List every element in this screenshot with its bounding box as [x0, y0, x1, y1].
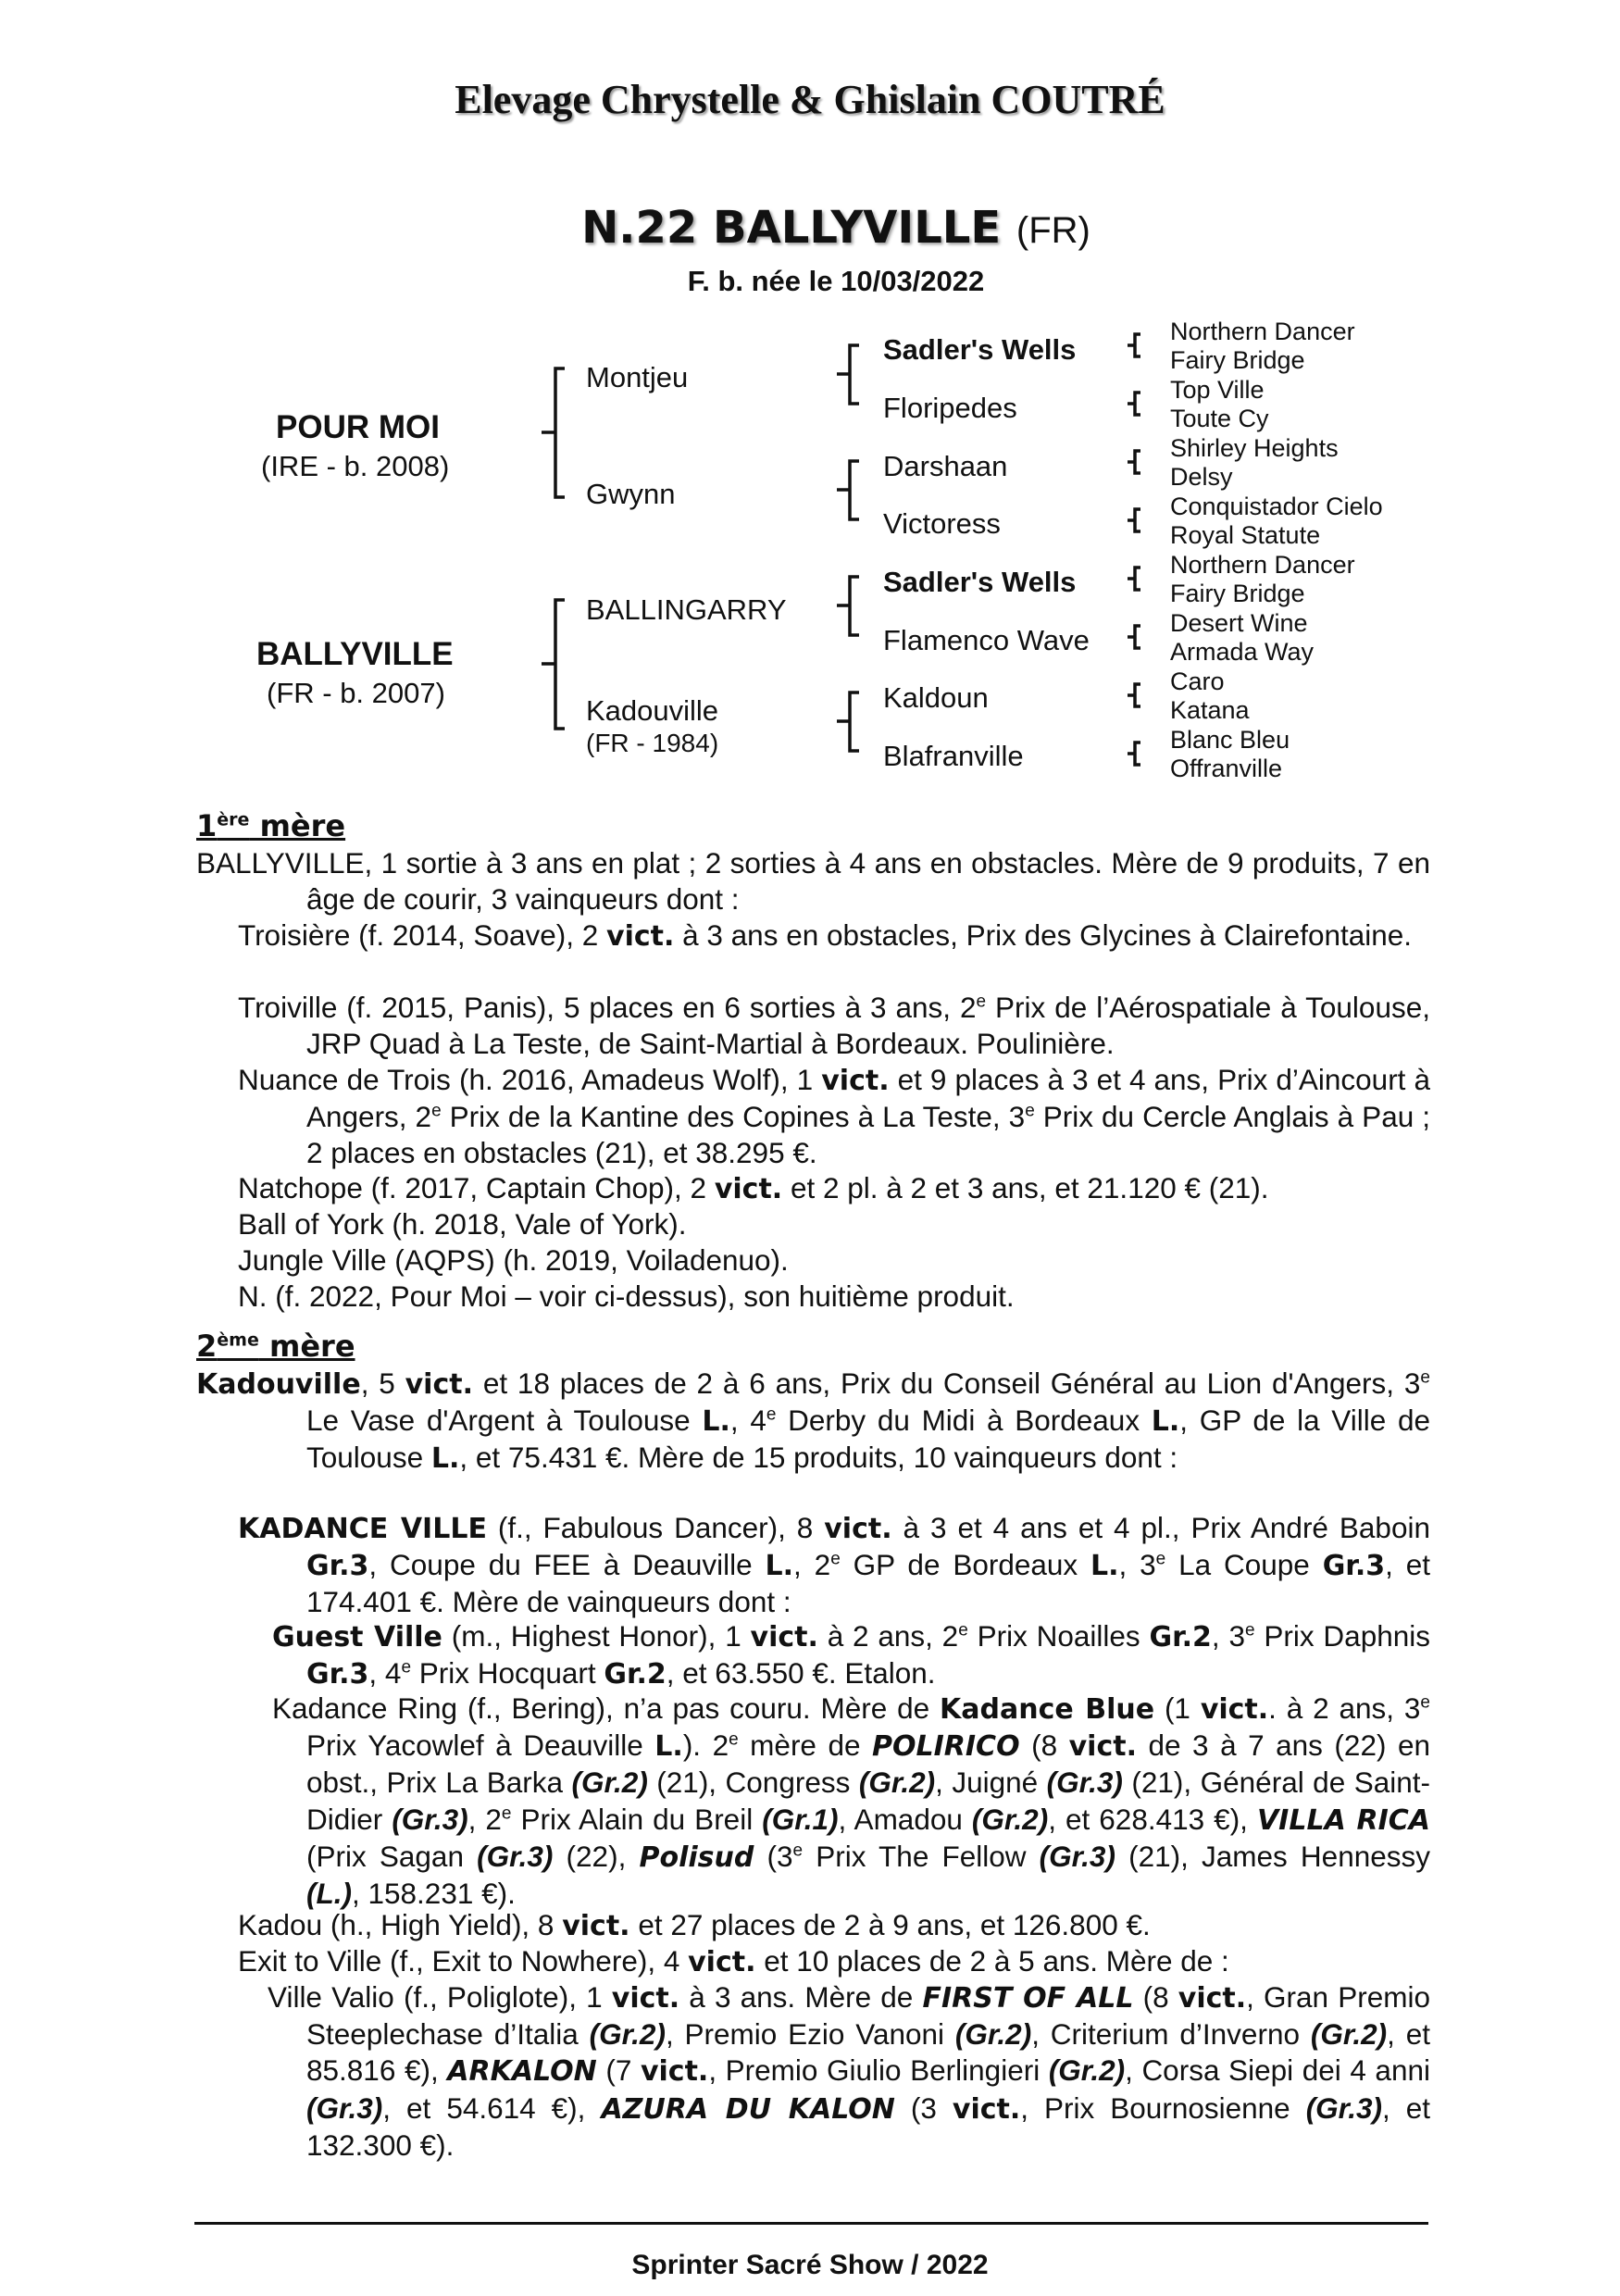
entry-text: (3 [894, 2090, 953, 2125]
entry-text: Ball of York (h. 2018, Vale of York). [238, 1207, 687, 1241]
pedigree-bracket [1122, 623, 1150, 655]
entry-produce [238, 1510, 1430, 1621]
emphasis-text: vict. [952, 2092, 1021, 2126]
entry-text: Kadance Ring (f., Bering), n’a pas couru. Mère de [272, 1691, 940, 1725]
emphasis-text: L. [430, 1442, 460, 1476]
entry-produce [238, 1907, 1430, 1944]
entry-text: (m., Highest Honor), 1 [442, 1619, 751, 1653]
entry-text: Troisière (f. 2014, Soave), 2 [238, 918, 607, 952]
emphasis-text: L. [1151, 1405, 1180, 1439]
pedigree-bracket [537, 597, 574, 736]
pedigree-gen2-4-info: (FR - 1984) [586, 729, 719, 757]
ordinal-suffix: e [401, 1657, 412, 1678]
entry-text: (1 [1154, 1691, 1201, 1725]
emphasis-text: KADANCE VILLE [238, 1513, 487, 1545]
entry-text: Prix de l’Aérospatiale à Toulouse, JRP Quad à La Teste, de Saint-Martial à Bordeaux. Poulinière. [306, 991, 1430, 1061]
pedigree-gen4-7: Conquistador Cielo [1170, 493, 1383, 520]
pedigree-bracket [1122, 740, 1150, 771]
emphasis-text: Gr.2 [604, 1658, 667, 1691]
emphasis-text: vict. [1068, 1730, 1137, 1764]
race-grade: (Gr.3) [1305, 2090, 1382, 2125]
entry-dam-2 [196, 1366, 1430, 1478]
entry-text: , Premio Giulio Berlingieri [708, 2053, 1049, 2088]
entry-text: (21), Congress [647, 1766, 859, 1800]
pedigree-gen2-2: Gwynn [586, 478, 676, 510]
entry-grandproduce [272, 1618, 1430, 1692]
entry-text: (21), Général de Saint-Didier [306, 1766, 1430, 1836]
pedigree-gen3-2: Floripedes [883, 392, 1017, 424]
entry-text: Prix du Cercle Anglais à Pau ; 2 places en obstacles (21), et 38.295 €. [306, 1100, 1430, 1170]
pedigree-bracket [1122, 448, 1150, 480]
pedigree-bracket [831, 458, 868, 525]
entry-text: , GP de la Ville de Toulouse [306, 1404, 1430, 1475]
entry-text: à 3 et 4 ans et 4 pl., Prix André Baboin [891, 1511, 1430, 1544]
pedigree-gen4-8: Royal Statute [1170, 521, 1321, 549]
entry-text: (8 [1133, 1980, 1178, 2014]
entry-produce [238, 990, 1430, 1062]
race-grade: (Gr.2) [858, 1766, 936, 1800]
ordinal-suffix: e [1420, 1692, 1430, 1713]
entry-produce [238, 1279, 1430, 1315]
entry-text: BALLYVILLE, 1 sortie à 3 ans en plat ; 2 sorties à 4 ans en obstacles. Mère de 9 produits, 7 en âge de courir, 3 vainqueurs dont : [196, 846, 1430, 917]
ordinal-suffix: e [830, 1549, 841, 1569]
pedigree-bracket [1122, 331, 1150, 363]
emphasis-text: Kadance Blue [940, 1693, 1155, 1726]
entry-text: Prix Yacowlef à Deauville [306, 1728, 655, 1763]
ordinal-suffix: e [1420, 1367, 1430, 1388]
emphasis-text: vict. [405, 1368, 473, 1401]
race-grade: (Gr.2) [954, 2017, 1032, 2052]
entry-produce [238, 1170, 1430, 1207]
emphasis-text: L. [765, 1550, 794, 1583]
entry-text: Le Vase d'Argent à Toulouse [306, 1404, 703, 1438]
ordinal-suffix: e [729, 1729, 739, 1750]
race-grade: (Gr.2) [571, 1766, 648, 1800]
entry-text: Jungle Ville (AQPS) (h. 2019, Voiladenuo). [238, 1243, 789, 1277]
entry-text: , et 63.550 €. Etalon. [666, 1656, 936, 1691]
entry-text: (8 [1019, 1728, 1069, 1763]
entry-produce [238, 917, 1430, 955]
pedigree-gen3-7: Kaldoun [883, 681, 989, 714]
entry-text: Exit to Ville (f., Exit to Nowhere), 4 [238, 1944, 689, 1978]
entry-text: et 2 pl. à 2 et 3 ans, et 21.120 € (21). [782, 1171, 1269, 1204]
emphasis-text: Gr.3 [306, 1550, 369, 1583]
emphasis-text: vict. [714, 1173, 783, 1205]
pedigree-gen4-16: Offranville [1170, 755, 1283, 782]
entry-text: , Juigné [935, 1766, 1047, 1800]
entry-text: , et 85.816 €), [306, 2017, 1430, 2088]
race-grade: (Gr.2) [1048, 2053, 1126, 2088]
emphasis-text: vict. [750, 1621, 818, 1653]
pedigree-sire-info: (IRE - b. 2008) [261, 450, 450, 482]
entry-text: de 3 à 7 ans (22) en obst., Prix La Barka [306, 1728, 1431, 1800]
entry-text: , 3 [1211, 1619, 1245, 1653]
pedigree-gen4-14: Katana [1170, 696, 1250, 724]
entry-text: et 18 places de 2 à 6 ans, Prix du Conseil Général au Lion d'Angers, 3 [472, 1366, 1421, 1400]
entry-text: Derby du Midi à Bordeaux [776, 1404, 1152, 1438]
pedigree-bracket [1122, 506, 1150, 538]
entry-text: , 4 [368, 1656, 402, 1691]
entry-text: GP de Bordeaux [840, 1548, 1091, 1582]
entry-text: à 3 ans. Mère de [679, 1980, 923, 2014]
pedigree-gen4-5: Shirley Heights [1170, 434, 1339, 462]
pedigree-gen2-4: Kadouville [586, 694, 719, 727]
pedigree-bracket [1122, 565, 1150, 596]
ordinal-suffix: e [1155, 1549, 1166, 1569]
pedigree-gen3-5: Sadler's Wells [883, 566, 1077, 598]
entry-text: . à 2 ans, 3 [1268, 1691, 1421, 1725]
entry-text: et 10 places de 2 à 5 ans. Mère de : [755, 1944, 1229, 1978]
entry-text: Troiville (f. 2015, Panis), 5 places en 6 sorties à 3 ans, 2 [238, 991, 977, 1024]
emphasis-text: Gr.3 [1322, 1550, 1386, 1583]
entry-text: , Prix Bournosienne [1020, 2090, 1306, 2125]
entry-text: , 158.231 €). [351, 1877, 516, 1911]
pedigree-gen4-12: Armada Way [1170, 638, 1315, 666]
pedigree-gen4-2: Fairy Bridge [1170, 346, 1305, 374]
entry-text: Ville Valio (f., Poliglote), 1 [268, 1980, 612, 2014]
section-heading-second-dam: 2ème mère [196, 1329, 355, 1364]
entry-grandproduce [272, 1691, 1430, 1912]
entry-text: , et 174.401 €. Mère de vainqueurs dont : [306, 1548, 1430, 1619]
entry-text: Nuance de Trois (h. 2016, Amadeus Wolf), 1 [238, 1063, 822, 1096]
entry-text: , Corsa Siepi dei 4 anni [1125, 2053, 1430, 2088]
entry-text: , et 75.431 €. Mère de 15 produits, 10 vainqueurs dont : [459, 1441, 1178, 1475]
pedigree-gen2-3: BALLINGARRY [586, 593, 787, 626]
emphasis-text: vict. [824, 1513, 892, 1545]
race-grade: (Gr.2) [1310, 2017, 1388, 2052]
entry-text: et 27 places de 2 à 9 ans, et 126.800 €. [629, 1908, 1151, 1941]
race-grade: (Gr.2) [971, 1802, 1049, 1836]
entry-text: Prix de la Kantine des Copines à La Teste, 3 [441, 1100, 1026, 1134]
ordinal-suffix: e [766, 1404, 777, 1425]
pedigree-bracket [1122, 681, 1150, 713]
entry-text: , 2 [467, 1802, 502, 1836]
emphasis-text: Kadouville [196, 1368, 361, 1401]
entry-text: Prix Hocquart [411, 1656, 604, 1691]
emphasis-text: Guest Ville [272, 1621, 442, 1653]
pedigree-gen4-10: Fairy Bridge [1170, 580, 1305, 607]
horse-name-highlight: FIRST OF ALL [922, 1982, 1134, 2015]
pedigree-bracket [1122, 390, 1150, 421]
emphasis-text: L. [702, 1405, 730, 1439]
entry-text: , 4 [729, 1404, 766, 1438]
pedigree-gen4-11: Desert Wine [1170, 609, 1308, 637]
entry-text: , et 132.300 €). [306, 2090, 1430, 2162]
pedigree-gen2-1: Montjeu [586, 361, 689, 393]
entry-text: , 2 [793, 1548, 831, 1582]
pedigree-bracket [831, 574, 868, 641]
ordinal-suffix: e [431, 1101, 442, 1121]
entry-dam-1 [196, 845, 1430, 917]
lot-name: N.22 BALLYVILLE [581, 202, 1002, 254]
entry-text: (Prix Sagan [306, 1839, 478, 1873]
entry-text: (22), [553, 1839, 640, 1873]
emphasis-text: vict. [821, 1065, 890, 1097]
entry-text: , et 54.614 €), [382, 2090, 602, 2125]
pedigree-gen4-9: Northern Dancer [1170, 551, 1355, 579]
entry-text: mère de [738, 1728, 873, 1763]
pedigree-gen4-15: Blanc Bleu [1170, 726, 1290, 754]
race-grade: (Gr.3) [1039, 1839, 1115, 1873]
horse-name-highlight: POLIRICO [872, 1730, 1020, 1764]
footer-divider [194, 2222, 1428, 2225]
entry-text: (21), James Hennessy [1115, 1839, 1430, 1873]
emphasis-text: Gr.3 [306, 1658, 369, 1691]
emphasis-text: vict. [611, 1982, 680, 2015]
entry-text: , Coupe du FEE à Deauville [368, 1548, 766, 1582]
emphasis-text: vict. [1178, 1982, 1247, 2015]
pedigree-gen4-3: Top Ville [1170, 376, 1265, 404]
pedigree-dam-name: BALLYVILLE [256, 636, 454, 672]
entry-produce [238, 1242, 1430, 1279]
lot-title [0, 202, 1620, 254]
pedigree-gen3-6: Flamenco Wave [883, 624, 1090, 656]
emphasis-text: vict. [688, 1946, 756, 1978]
ordinal-suffix: e [501, 1803, 512, 1824]
entry-text: Kadou (h., High Yield), 8 [238, 1908, 563, 1941]
ordinal-suffix: e [1245, 1620, 1255, 1641]
entry-produce [238, 1062, 1430, 1172]
entry-text: Natchope (f. 2017, Captain Chop), 2 [238, 1171, 715, 1204]
ordinal-suffix: e [958, 1620, 968, 1641]
entry-text: (f., Fabulous Dancer), 8 [486, 1511, 825, 1544]
ordinal-suffix: e [976, 992, 987, 1012]
race-grade: (Gr.3) [1046, 1766, 1123, 1800]
entry-text: Prix Daphnis [1254, 1619, 1431, 1653]
emphasis-text: vict. [562, 1910, 630, 1942]
ordinal-suffix: e [792, 1841, 804, 1861]
entry-text: Prix The Fellow [803, 1839, 1040, 1873]
emphasis-text: L. [1090, 1550, 1119, 1583]
pedigree-gen3-3: Darshaan [883, 450, 1008, 482]
race-grade: (Gr.3) [306, 2090, 383, 2125]
race-grade: (L.) [306, 1877, 352, 1911]
breeder-title: Elevage Chrystelle & Ghislain COUTRÉ [455, 77, 1165, 122]
pedigree-sire-name: POUR MOI [276, 409, 440, 445]
horse-name-highlight: VILLA RICA [1256, 1803, 1431, 1837]
pedigree-gen3-8: Blafranville [883, 740, 1024, 772]
entry-text: (3 [754, 1839, 793, 1873]
pedigree-bracket [537, 366, 574, 505]
entry-produce [238, 1943, 1430, 1980]
entry-text: Prix Alain du Breil [511, 1802, 763, 1836]
entry-text: ). 2 [682, 1728, 729, 1763]
pedigree-gen4-1: Northern Dancer [1170, 318, 1355, 345]
entry-text: , 5 [360, 1366, 405, 1400]
emphasis-text: Gr.2 [1149, 1621, 1212, 1653]
race-grade: (Gr.1) [762, 1802, 839, 1836]
pedigree-gen4-6: Delsy [1170, 463, 1233, 491]
pedigree-gen3-4: Victoress [883, 507, 1001, 540]
lot-country: (FR) [1016, 210, 1090, 251]
entry-grandproduce [268, 1979, 1430, 2164]
section-heading-first-dam: 1ère mère [196, 808, 346, 843]
race-grade: (Gr.3) [392, 1802, 468, 1836]
race-grade: (Gr.2) [589, 2017, 666, 2052]
pedigree-gen3-1: Sadler's Wells [883, 333, 1077, 366]
entry-text: , Gran Premio Steeplechase d’Italia [306, 1980, 1430, 2052]
entry-text: , et 628.413 €), [1048, 1802, 1257, 1836]
footer-text: Sprinter Sacré Show / 2022 [631, 2250, 989, 2280]
pedigree-dam-info: (FR - b. 2007) [267, 677, 445, 709]
lot-subtitle: F. b. née le 10/03/2022 [687, 265, 985, 297]
horse-name-highlight: ARKALON [447, 2055, 597, 2089]
entry-text: à 3 ans en obstacles, Prix des Glycines à Clairefontaine. [674, 918, 1413, 952]
emphasis-text: L. [654, 1730, 683, 1764]
entry-text: à 2 ans, 2 [817, 1619, 959, 1653]
ordinal-suffix: e [1025, 1101, 1035, 1121]
entry-produce [238, 1206, 1430, 1242]
pedigree-bracket [831, 343, 868, 409]
entry-text: , Premio Ezio Vanoni [665, 2017, 955, 2052]
pedigree-gen4-4: Toute Cy [1170, 405, 1269, 432]
entry-text: Prix Noailles [967, 1619, 1150, 1653]
entry-text: , 3 [1118, 1548, 1156, 1582]
entry-text: et 9 places à 3 et 4 ans, Prix d’Aincourt à Angers, 2 [306, 1063, 1430, 1134]
emphasis-text: vict. [1200, 1693, 1269, 1726]
entry-text: , Amadou [838, 1802, 972, 1836]
entry-text: N. (f. 2022, Pour Moi – voir ci-dessus), son huitième produit. [238, 1279, 1015, 1313]
entry-text: (7 [596, 2053, 641, 2088]
emphasis-text: vict. [606, 920, 675, 953]
pedigree-bracket [831, 690, 868, 756]
entry-text: La Coupe [1165, 1548, 1323, 1582]
race-grade: (Gr.3) [477, 1839, 554, 1873]
pedigree-gen4-13: Caro [1170, 668, 1225, 695]
entry-text: , Criterium d’Inverno [1031, 2017, 1311, 2052]
emphasis-text: vict. [640, 2055, 709, 2089]
horse-name-highlight: AZURA DU KALON [601, 2092, 895, 2126]
horse-name-highlight: Polisud [639, 1841, 754, 1874]
